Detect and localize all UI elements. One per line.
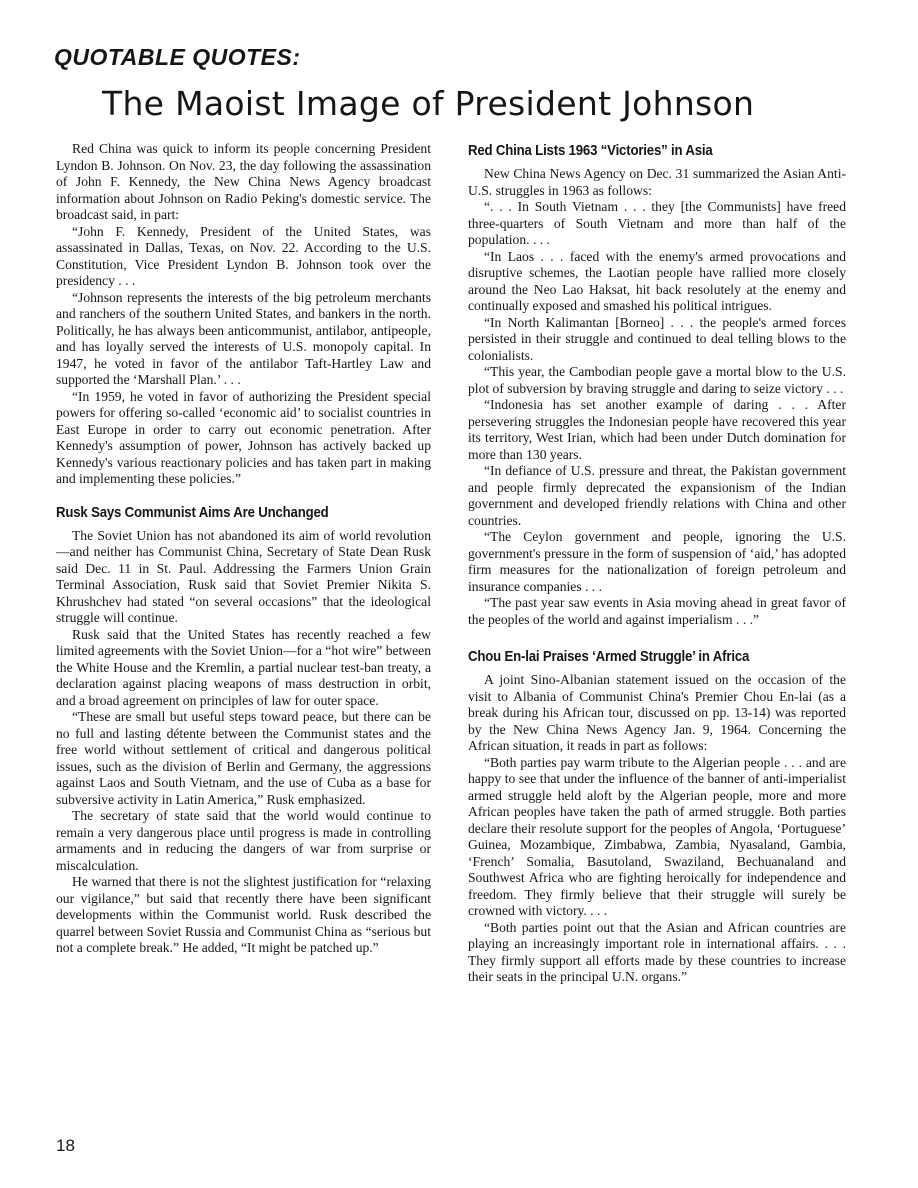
article-paragraph: “The past year saw events in Asia moving ahead in great favor of the peoples of the world and against imperialism . . .”: [468, 595, 846, 627]
article-paragraph: Red China was quick to inform its people concerning President Lyndon B. Johnson. On Nov. 23, the day following the assassination of John F. Kennedy, the New China News Agency broadcast information about Johnson on Radio Peking's domestic service. The broadcast said, in part:: [56, 141, 431, 222]
article-paragraph: “In 1959, he voted in favor of authorizing the President special powers for offering so-called ‘economic aid’ to socialist countries in East Europe in order to carry out economic penetration. After Kennedy's assumption of power, Johnson has actively backed up Kennedy's various reactionary policies and has taken part in making and implementing these policies.”: [56, 388, 431, 486]
article-paragraph: “In North Kalimantan [Borneo] . . . the people's armed forces persisted in their struggle and continued to deal telling blows to the colonialists.: [468, 314, 846, 363]
article-paragraph: “This year, the Cambodian people gave a mortal blow to the U.S. plot of subversion by braving struggle and daring to seize victory . . .: [468, 364, 846, 396]
article-paragraph: New China News Agency on Dec. 31 summarized the Asian Anti-U.S. struggles in 1963 as follows:: [468, 166, 846, 198]
article-paragraph: “In Laos . . . faced with the enemy's armed provocations and disruptive schemes, the Laotian people have rallied more closely around the Neo Lao Haksat, hit back resolutely at the enemy and continually exposed and smashed his political intrigues.: [468, 248, 846, 313]
article-paragraph: A joint Sino-Albanian statement issued on the occasion of the visit to Albania of Communist China's Premier Chou En-lai (as a break during his African tour, discussed on pp. 13-14) was reported by the New China News Agency Jan. 9, 1964. Concerning the African situation, it reads in part as follows:: [468, 672, 846, 753]
page-number: 18: [56, 1136, 75, 1155]
section-heading-victories: Red China Lists 1963 “Victories” in Asia: [468, 142, 713, 159]
article-paragraph: He warned that there is not the slightest justification for “relaxing our vigilance,” but said that recently there have been significant developments within the Communist world. Rusk described the quarrel between Soviet Russia and Communist China as “serious but not a complete break.” He added, “It might be patched up.”: [56, 874, 431, 955]
right-column: [468, 142, 846, 986]
article-paragraph: “John F. Kennedy, President of the United States, was assassinated in Dallas, Texas, on Nov. 22. According to the U.S. Constitution, Vice President Lyndon B. Johnson took over the presidency . . .: [56, 223, 431, 288]
article-paragraph: “Indonesia has set another example of daring . . . After persevering struggles the Indonesian people have recovered this year its territory, West Irian, which had been under Dutch domination for more than 130 years.: [468, 397, 846, 462]
article-paragraph: The secretary of state said that the world would continue to remain a very dangerous place until progress is made in controlling armaments and in reducing the dangers of war from surprise or miscalculation.: [56, 808, 431, 873]
section-heading-rusk: Rusk Says Communist Aims Are Unchanged: [56, 503, 329, 521]
article-paragraph: “Both parties point out that the Asian and African countries are playing an increasingly important role in international affairs. . . . They firmly support all efforts made by these countries to increase their seats in the principal U.N. organs.”: [468, 919, 846, 984]
article-paragraph: “In defiance of U.S. pressure and threat, the Pakistan government and people firmly deprecated the expansionism of the Indian government and developed friendly relations with China and other countries.: [468, 463, 846, 528]
article-paragraph: “Both parties pay warm tribute to the Algerian people . . . and are happy to see that under the influence of the banner of anti-imperialist armed struggle held aloft by the Algerian people, more and more African peoples have taken the path of armed struggle. Both parties declare their resolute support for the peoples of Angola, ‘Portuguese’ Guinea, Mozambique, Zimbabwa, Zambia, Nyasaland, Gambia, ‘French’ Somalia, Basutoland, Swaziland, Bechuanaland and Southwest Africa who are fighting heroically for independence and freedom. They firmly believe that their struggle will surely be crowned with victory. . . .: [468, 754, 846, 918]
section-heading-chou: Chou En-lai Praises ‘Armed Struggle’ in Africa: [468, 648, 750, 665]
page-title: The Maoist Image of President Johnson: [102, 84, 755, 123]
left-column: [56, 141, 431, 957]
article-paragraph: Rusk said that the United States has recently reached a few limited agreements with the Soviet Union—for a “hot wire” between the White House and the Kremlin, a partial nuclear test-ban treaty, a declaration against placing weapons of mass destruction in orbit, and a broad agreement on principles of law for outer space.: [56, 626, 431, 708]
article-paragraph: The Soviet Union has not abandoned its aim of world revolution—and neither has Communist China, Secretary of State Dean Rusk said Dec. 11 in St. Paul. Addressing the Farmers Union Grain Terminal Association, Rusk said that Soviet Premier Nikita S. Khrushchev had stated “on several occasions” that the ideological struggle will continue.: [56, 527, 431, 625]
article-paragraph: “These are small but useful steps toward peace, but there can be no full and lasting détente between the Communist states and the free world without settlement of critical and dangerous political issues, such as the division of Berlin and Germany, the aggressions against Laos and South Vietnam, and the use of Cuba as a base for subversive activity in Latin America,” Rusk emphasized.: [56, 709, 431, 807]
section-kicker: QUOTABLE QUOTES:: [54, 44, 301, 70]
article-paragraph: “Johnson represents the interests of the big petroleum merchants and ranchers of the southern United States, and bankers in the north. Politically, he has always been anticommunist, antilabor, antipeople, and has loyally served the interests of U.S. monopoly capital. In 1947, he voted in favor of the antilabor Taft-Hartley Law and supported the ‘Marshall Plan.’ . . .: [56, 289, 431, 387]
article-paragraph: “The Ceylon government and people, ignoring the U.S. government's pressure in the form of suspension of ‘aid,’ has adopted firm measures for the nationalization of foreign petroleum and insurance companies . . .: [468, 529, 846, 594]
article-paragraph: “. . . In South Vietnam . . . they [the Communists] have freed three-quarters of South Vietnam and more than half of the population. . . .: [468, 199, 846, 247]
